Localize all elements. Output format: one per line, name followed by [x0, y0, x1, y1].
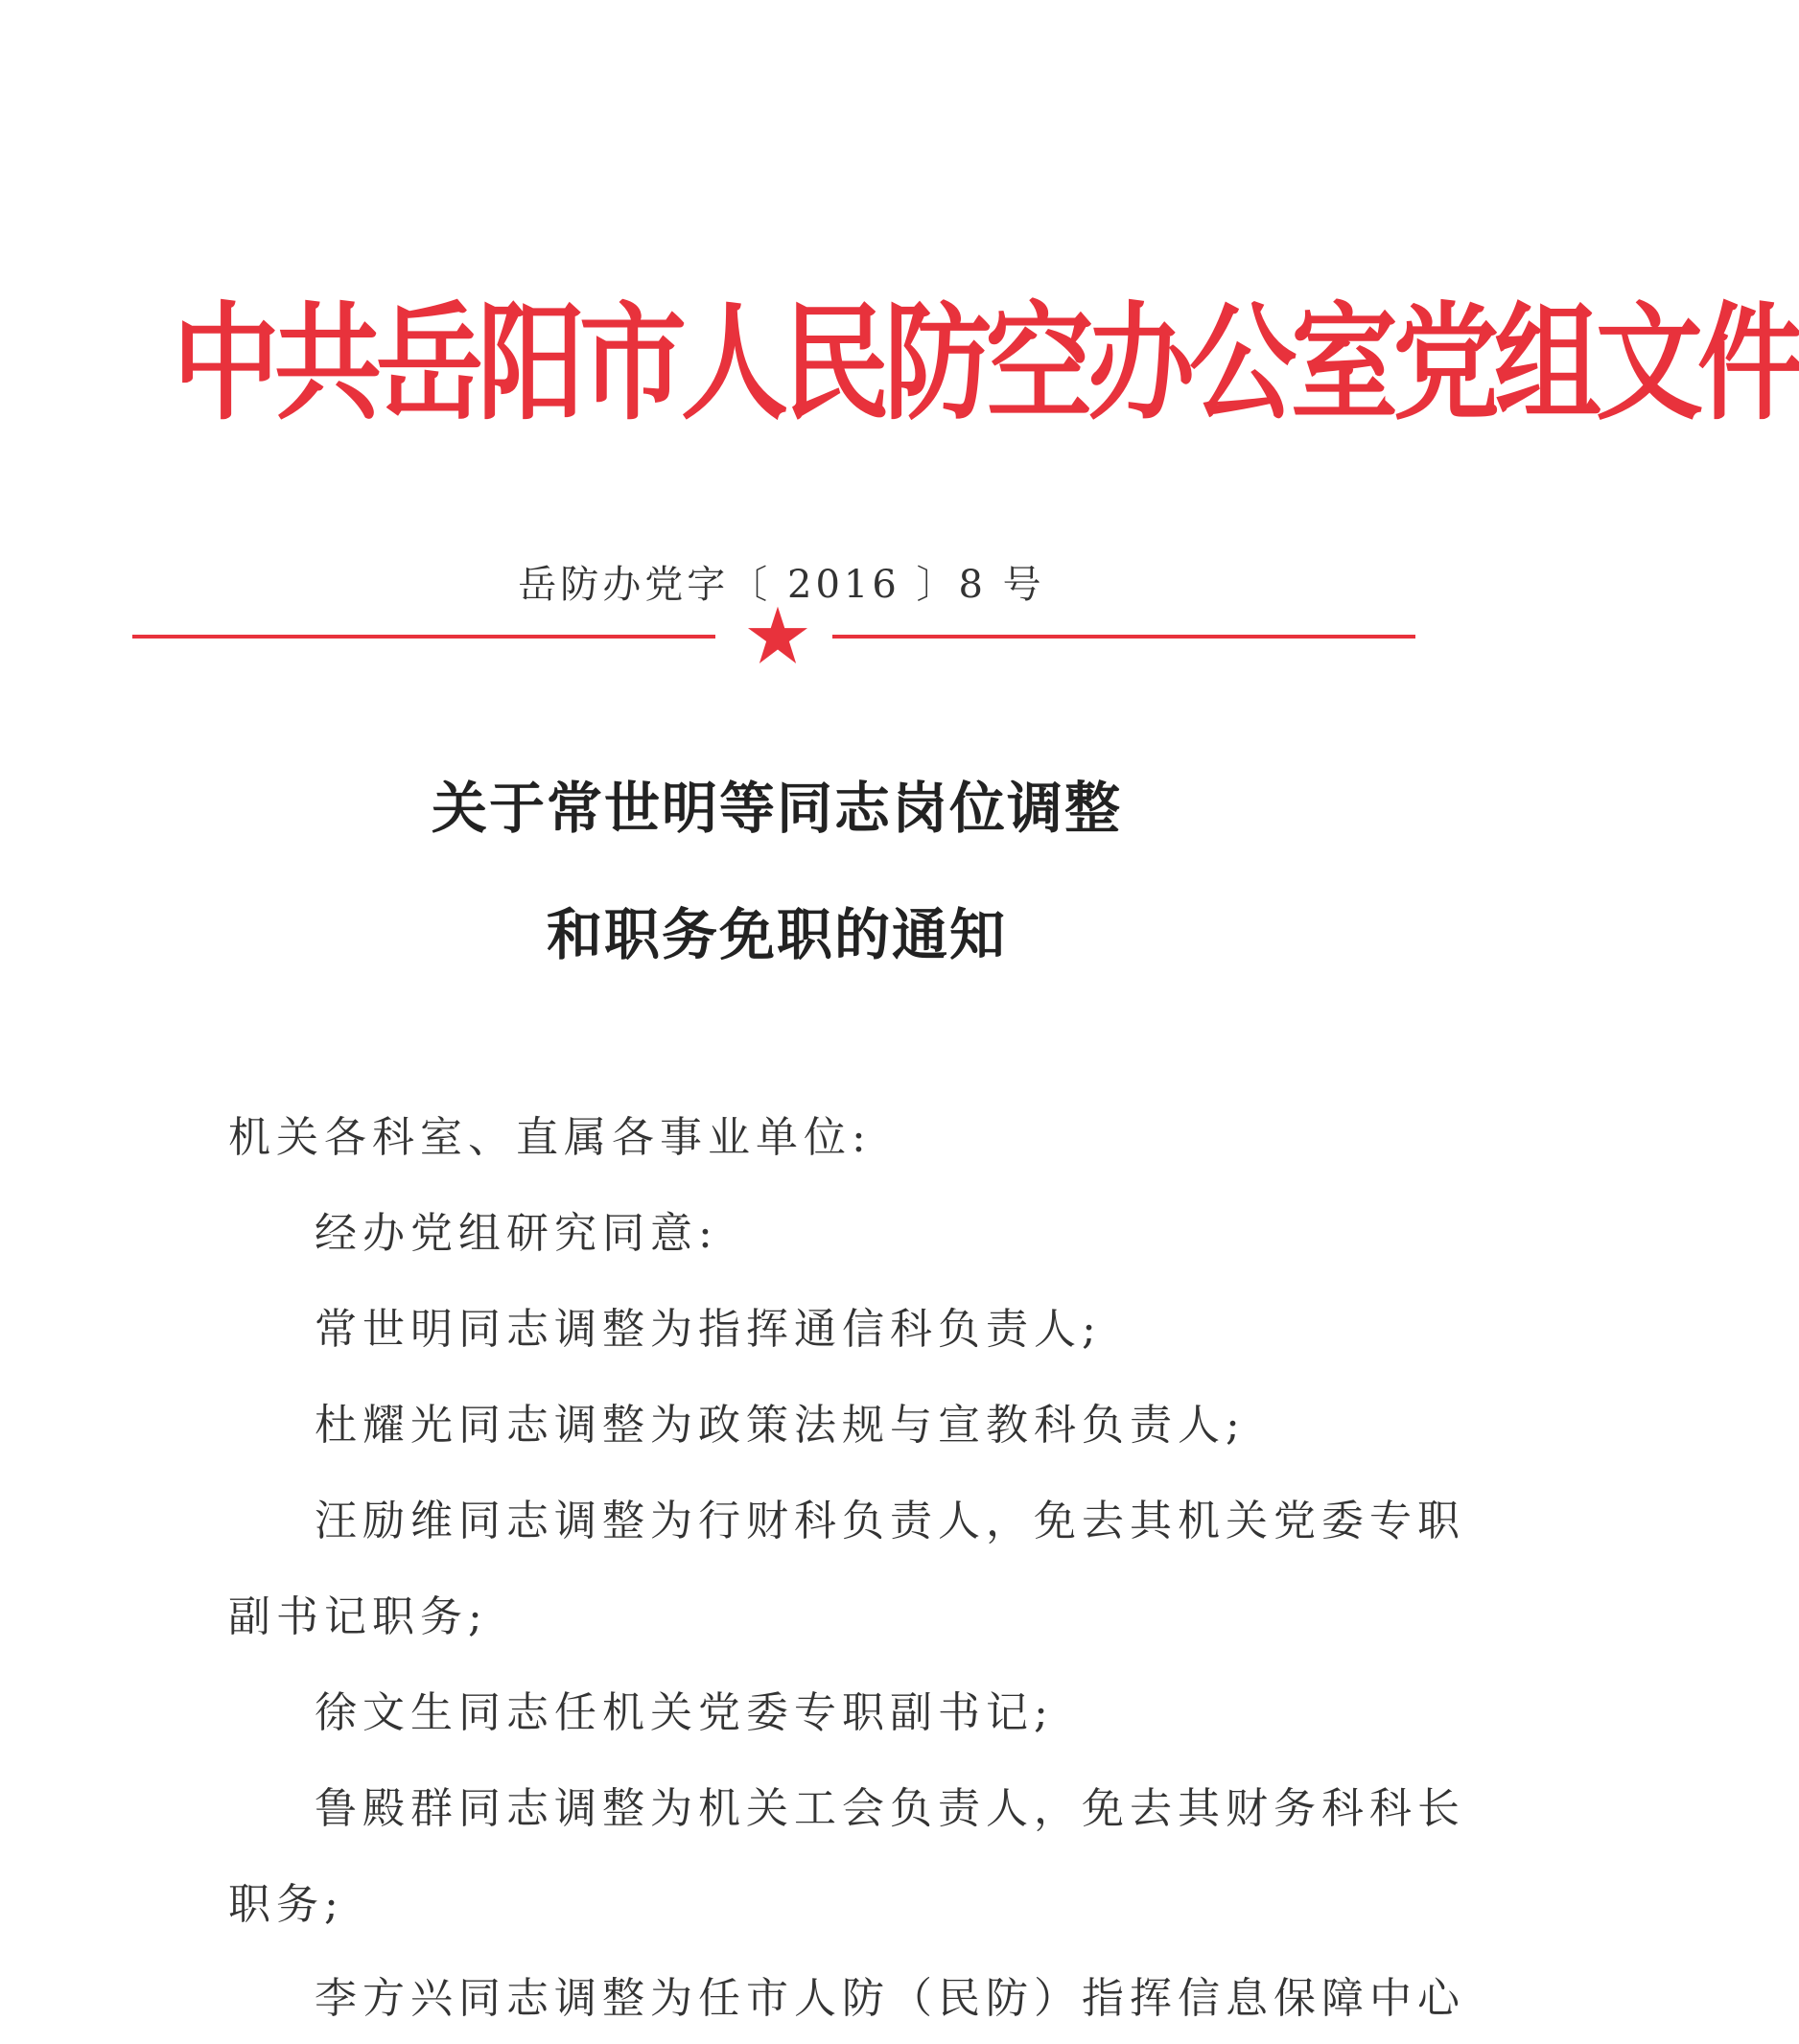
- body-paragraph: 副书记职务;: [228, 1592, 488, 1641]
- red-divider-left: [132, 635, 715, 639]
- notice-title-line-1: 关于常世明等同志岗位调整: [431, 776, 1122, 841]
- document-number: 岳防办党字〔 2016 〕8 号: [518, 563, 1045, 607]
- notice-title-line-2: 和职务免职的通知: [546, 902, 1007, 967]
- salutation: 机关各科室、直属各事业单位:: [228, 1113, 872, 1162]
- body-paragraph: 李方兴同志调整为任市人防（民防）指挥信息保障中心: [315, 1974, 1465, 2023]
- body-paragraph: 经办党组研究同意:: [315, 1209, 718, 1258]
- body-paragraph: 杜耀光同志调整为政策法规与宣教科负责人;: [315, 1401, 1246, 1450]
- red-star-icon: [746, 604, 809, 667]
- document-header-title: 中共岳阳市人民防空办公室党组文件: [173, 290, 1799, 438]
- body-paragraph: 汪励维同志调整为行财科负责人，免去其机关党委专职: [315, 1497, 1465, 1545]
- red-divider-right: [832, 635, 1415, 639]
- body-paragraph: 鲁殿群同志调整为机关工会负责人，免去其财务科科长: [315, 1784, 1465, 1833]
- body-paragraph: 徐文生同志任机关党委专职副书记;: [315, 1688, 1054, 1737]
- body-paragraph: 常世明同志调整为指挥通信科负责人;: [315, 1305, 1102, 1354]
- body-paragraph: 职务;: [228, 1880, 344, 1929]
